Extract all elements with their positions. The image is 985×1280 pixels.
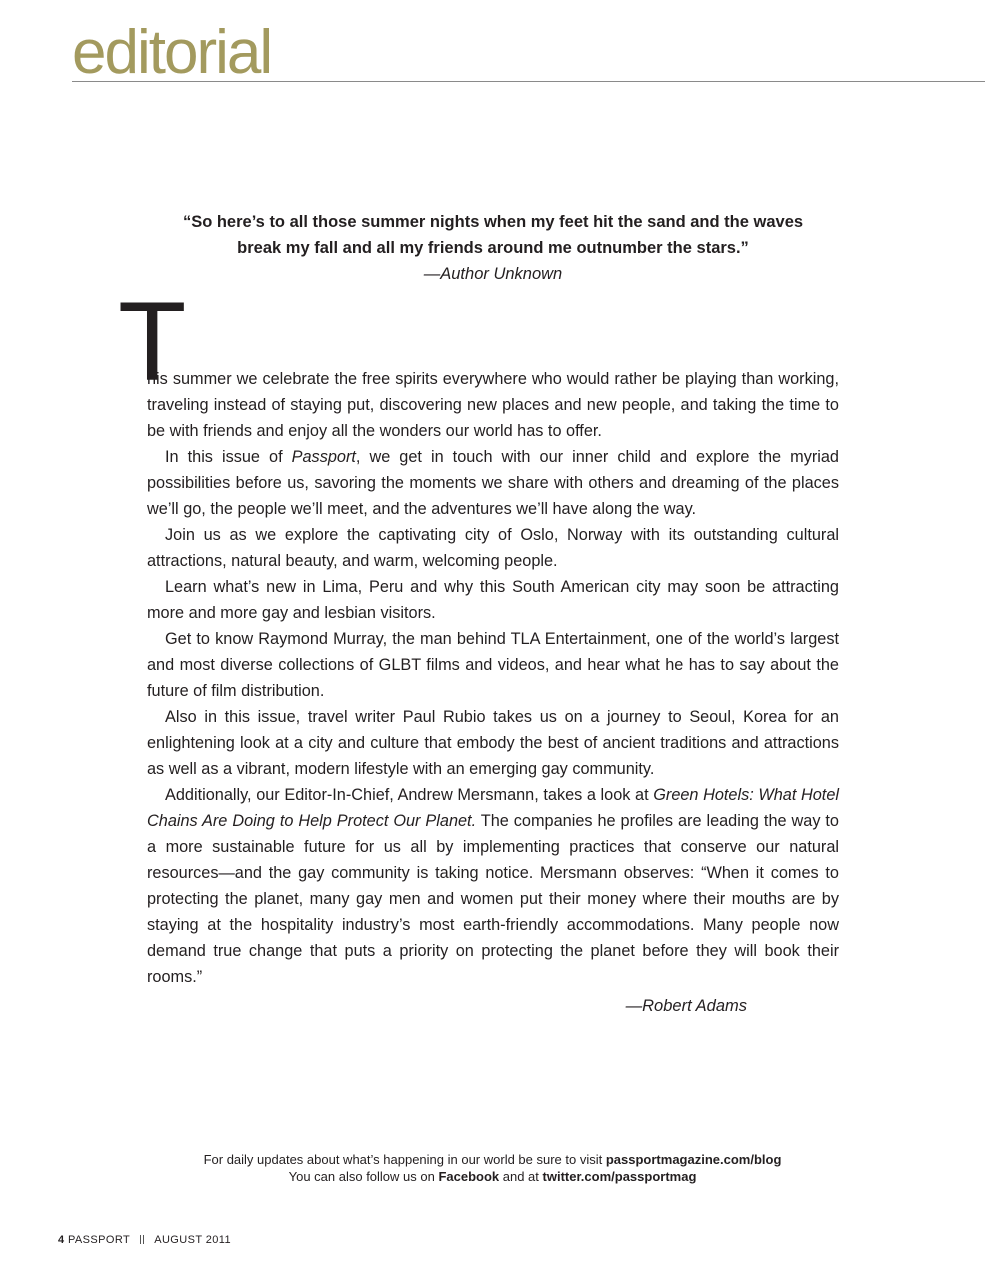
issue-date: AUGUST 2011 [154, 1234, 231, 1246]
epigraph [148, 209, 838, 287]
page-number: 4 [58, 1234, 65, 1246]
paragraph-7-rest: The companies he profiles are leading the way to a more sustainable future for us all by implementing practices that conserve our natural resources—and the gay community is taking notice. Mersmann observes: “When it comes to protecting the planet, many gay men and women put their money where their mouths are by staying at the hospitality industry’s most earth-friendly accommodations. Many people now demand true change that puts a priority on protecting the planet before they will book their rooms.” [147, 812, 839, 986]
blog-link[interactable]: passportmagazine.com/blog [605, 1152, 782, 1167]
drop-cap: T [118, 279, 187, 404]
epigraph-quote-line-2: break my fall and all my friends around me outnumber the stars.” [237, 239, 749, 257]
paragraph-7-lead: Additionally, our Editor-In-Chief, Andrew Mersmann, takes a look at [165, 786, 654, 804]
promo-line-1 [0, 1151, 985, 1168]
paragraph-2-lead: In this issue of [165, 448, 292, 466]
facebook-link[interactable]: Facebook [438, 1169, 500, 1184]
paragraph-2-rest: , we get in touch with our inner child and explore the myriad possibilities before us, savoring the moments we share with others and dreaming of the places we’ll go, the people we’ll meet, and the adventures we’ll have along the way. [147, 448, 839, 518]
page-footer [58, 1234, 231, 1246]
article-paragraph-7 [147, 782, 839, 990]
feature-title: Green Hotels: What Hotel Chains Are Doing to Help Protect Our Planet. [147, 786, 839, 830]
magazine-name: Passport [291, 448, 356, 466]
article-paragraph-5: Get to know Raymond Murray, the man behind TLA Entertainment, one of the world’s largest and most diverse collections of GLBT films and videos, and hear what he has to say about the future of film distribution. [147, 630, 839, 700]
twitter-link[interactable]: twitter.com/passportmag [542, 1169, 697, 1184]
epigraph-quote [148, 209, 838, 261]
promo-line-2 [0, 1168, 985, 1185]
epigraph-attribution: —Author Unknown [423, 265, 563, 283]
promo-line-2-text-b: and at [499, 1169, 543, 1184]
promo-line-2-text-a: You can also follow us on [288, 1169, 439, 1184]
footer-separator [140, 1235, 144, 1244]
promo-block [0, 1151, 985, 1185]
epigraph-quote-line-1: “So here’s to all those summer nights when my feet hit the sand and the waves [182, 213, 804, 231]
article-body [147, 366, 839, 990]
editor-signature: —Robert Adams [625, 997, 747, 1015]
section-title: editorial [72, 18, 272, 87]
header-rule [72, 81, 985, 82]
article-paragraph-4: Learn what’s new in Lima, Peru and why this South American city may soon be attracting more and more gay and lesbian visitors. [147, 578, 839, 622]
promo-line-1-text: For daily updates about what’s happening in our world be sure to visit [203, 1152, 606, 1167]
article-paragraph-3: Join us as we explore the captivating city of Oslo, Norway with its outstanding cultural attractions, natural beauty, and warm, welcoming people. [147, 526, 839, 570]
article-paragraph-2 [147, 444, 839, 522]
article-paragraph-6: Also in this issue, travel writer Paul Rubio takes us on a journey to Seoul, Korea for an enlightening look at a city and culture that embody the best of ancient traditions and attractions as well as a vibrant, modern lifestyle with an emerging gay community. [147, 708, 839, 778]
magazine-name-footer: PASSPORT [68, 1234, 130, 1246]
article-paragraph-1: his summer we celebrate the free spirits everywhere who would rather be playing than working, traveling instead of staying put, discovering new places and new people, and taking the time to be with friends and enjoy all the wonders our world has to offer. [147, 370, 839, 440]
